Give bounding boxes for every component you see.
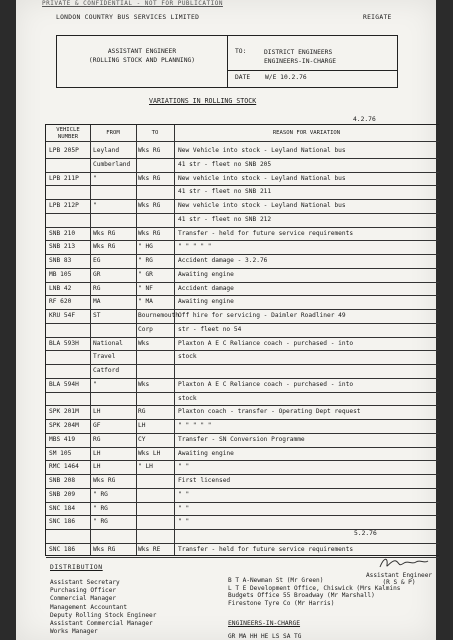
distribution-item: Purchasing Officer [50,587,117,595]
cell-to: " NF [138,284,153,292]
external-distribution [228,577,400,608]
cell-reason: Transfer - held for future service requirements [178,545,354,553]
variations-table [45,124,439,556]
cell-from: Wks RG [93,229,116,237]
row-divider [46,185,439,186]
cell-from: Leyland [93,147,120,154]
cell-vehicle: SNC 184 [49,504,76,512]
cell-to: " GR [138,270,153,278]
cell-reason: stock [178,394,197,402]
row-divider [46,515,439,516]
row-divider [46,392,439,393]
cell-from: LH [93,408,101,416]
cell-from: " [93,380,97,388]
cell-vehicle: SM 105 [49,449,72,457]
header-box [56,35,398,88]
row-divider [46,309,439,310]
cell-vehicle: SNB 208 [49,477,76,484]
row-divider [46,529,439,530]
row-divider [46,419,439,420]
cell-vehicle: LPB 211P [49,174,79,182]
row-divider [46,240,439,241]
cell-reason: Awaiting engine [178,298,234,306]
cell-reason: " " [178,518,190,526]
cell-vehicle: KRU 54F [49,312,76,319]
cell-from: GR [93,270,101,278]
cell-reason: " " " " " [178,243,212,251]
cell-vehicle: SNC 186 [49,545,76,553]
cell-reason: " " [178,490,190,498]
cell-from: Wks RG [93,545,116,553]
cell-reason: " " " " " [178,422,212,429]
external-recipient: L T E Development Office, Chiswick (Mrs Kalmins [228,584,401,592]
cell-to: Bournemouth [138,312,179,319]
row-divider [46,433,439,434]
cell-vehicle: SPK 204M [49,422,79,429]
date-label: DATE [235,74,251,81]
row-divider [46,282,439,283]
cell-to: Wks [138,380,150,388]
cell-vehicle: RMC 1464 [49,463,79,471]
cell-to: Wks RE [138,545,161,553]
cell-to: CY [138,435,146,443]
cell-vehicle: BLA 593H [49,339,79,347]
cell-from: LH [93,449,101,457]
cell-from: MA [93,298,101,306]
row-divider [46,405,439,406]
cell-to: Corp [138,325,153,333]
cell-reason: First licensed [178,477,231,484]
external-recipient: B T A-Newman St (Mr Green) [228,577,324,584]
row-divider [46,447,439,448]
distribution-heading: DISTRIBUTION [50,564,103,571]
cell-reason: Plaxton A E C Reliance coach - purchased - into [178,380,354,388]
engineers-heading: ENGINEERS-IN-CHARGE [228,620,301,627]
row-divider [46,378,439,379]
cell-reason: str - fleet no 54 [178,325,242,333]
cell-from: " [93,202,97,209]
cell-from: " RG [93,490,108,498]
cell-vehicle: BLA 594H [49,380,79,388]
row-divider [46,254,439,255]
cell-from: National [93,339,123,347]
cell-reason: Transfer - held for future service requirements [178,229,354,237]
cell-to: Wks RG [138,147,161,154]
cell-reason: Accident damage [178,284,234,292]
cell-from: GF [93,422,101,429]
distribution-list [50,579,156,636]
distribution-item: Management Accountant [50,603,128,611]
cell-to: " HG [138,243,153,251]
location: REIGATE [363,14,392,21]
cell-from: RG [93,435,101,443]
row-divider [46,488,439,489]
cell-to: " LH [138,463,153,471]
cell-reason: 41 str - fleet no SNB 212 [178,215,272,223]
row-divider [46,460,439,461]
cell-reason: Transfer - SN Conversion Programme [178,435,305,443]
row-divider [46,199,439,200]
cell-from: Cumberland [93,160,131,168]
to-label: TO: [235,48,247,55]
column-header-from: FROM [106,130,120,136]
cell-vehicle: LPB 205P [49,147,79,154]
row-divider [46,158,439,159]
cell-reason: Plaxton A E C Reliance coach - purchased - into [178,339,354,347]
cell-to: " RG [138,257,153,264]
distribution-item: Deputy Rolling Stock Engineer [50,611,157,619]
cell-from: " [93,174,97,182]
cell-reason: Awaiting engine [178,270,234,278]
cell-from: " RG [93,518,108,526]
date-value: W/E 10.2.76 [265,74,307,81]
list-date: 4.2.76 [353,116,376,123]
distribution-item: Assistant Commercial Manager [50,620,153,628]
cell-to: LH [138,422,146,429]
cell-reason: New vehicle into stock - Leyland National bus [178,174,346,182]
column-header-reason: REASON FOR VARIATION [272,130,341,136]
cell-to: Wks RG [138,202,161,209]
cell-to: RG [138,408,146,416]
cell-to: Wks [138,339,150,347]
cell-to: Wks RG [138,229,161,237]
cell-reason: " " [178,463,190,471]
row-divider [46,337,439,338]
cell-vehicle: SNB 213 [49,243,76,251]
engineers-codes: GR MA HH HE LS SA TG [228,633,302,640]
cell-reason: Off hire for servicing - Daimler Roadliner 49 [178,312,346,319]
cell-reason: New Vehicle into stock - Leyland National bus [178,147,346,154]
memo-sheet [16,0,436,640]
signer-title: Assistant Engineer (R S & P) [366,572,433,586]
cell-vehicle: LPB 212P [49,202,79,209]
cell-reason: Awaiting engine [178,449,234,457]
row-divider [46,295,439,296]
row-divider [46,323,439,324]
distribution-item: Assistant Secretary [50,579,120,586]
cell-vehicle: SNB 83 [49,257,72,264]
external-recipient: Budgets Office 55 Broadway (Mr Marshall) [228,592,375,600]
row-divider [46,227,439,228]
cell-reason: Plaxton coach - transfer - Operating Dept request [178,408,361,416]
document-title: VARIATIONS IN ROLLING STOCK [149,97,257,105]
cell-from: ST [93,312,101,319]
cell-from: RG [93,284,101,292]
cell-vehicle: MB 105 [49,270,72,278]
cell-vehicle: LNB 42 [49,284,72,292]
signature-date: 5.2.76 [354,530,377,537]
cell-vehicle: SNB 209 [49,490,76,498]
cell-from: Catford [93,367,120,374]
column-header-vehicle: VEHICLE NUMBER [56,127,80,140]
row-divider [46,213,439,214]
row-divider [46,350,439,351]
row-divider [46,474,439,475]
cell-from: Wks RG [93,477,116,484]
cell-to: " MA [138,298,153,306]
cell-from: LH [93,463,101,471]
cell-from: Wks RG [93,243,116,251]
cell-to: Wks RG [138,174,161,182]
confidential-line: PRIVATE & CONFIDENTIAL - NOT FOR PUBLICATION [42,0,223,7]
row-divider [46,268,439,269]
cell-vehicle: SNC 186 [49,518,76,526]
to-recipients: DISTRICT ENGINEERS ENGINEERS-IN-CHARGE [264,49,337,65]
cell-from: " RG [93,504,108,512]
company-name: LONDON COUNTRY BUS SERVICES LIMITED [56,14,200,21]
cell-vehicle: MBS 419 [49,435,76,443]
cell-vehicle: SPK 201M [49,408,79,416]
row-divider [46,172,439,173]
cell-reason: 41 str - fleet no SNB 205 [178,160,272,168]
external-recipient: Firestone Tyre Co (Mr Harris) [228,600,335,608]
cell-reason: New vehicle into stock - Leyland National bus [178,202,346,209]
row-divider [46,543,439,544]
distribution-item: Works Manager [50,628,98,636]
row-divider [46,502,439,503]
cell-from: EG [93,257,101,264]
cell-reason: Accident damage - 3.2.76 [178,257,268,264]
cell-reason: 41 str - fleet no SNB 211 [178,188,272,196]
cell-vehicle: SNB 210 [49,229,76,237]
cell-to: Wks LH [138,449,161,457]
cell-vehicle: RF 620 [49,298,72,306]
row-divider [46,364,439,365]
cell-reason: " " [178,504,190,512]
cell-reason: stock [178,353,197,361]
column-header-to: TO [151,130,159,136]
signature-mark [378,555,430,571]
cell-from: Travel [93,353,116,361]
from-title: ASSISTANT ENGINEER (ROLLING STOCK AND PLANNING) [88,48,196,64]
distribution-item: Commercial Manager [50,595,117,603]
